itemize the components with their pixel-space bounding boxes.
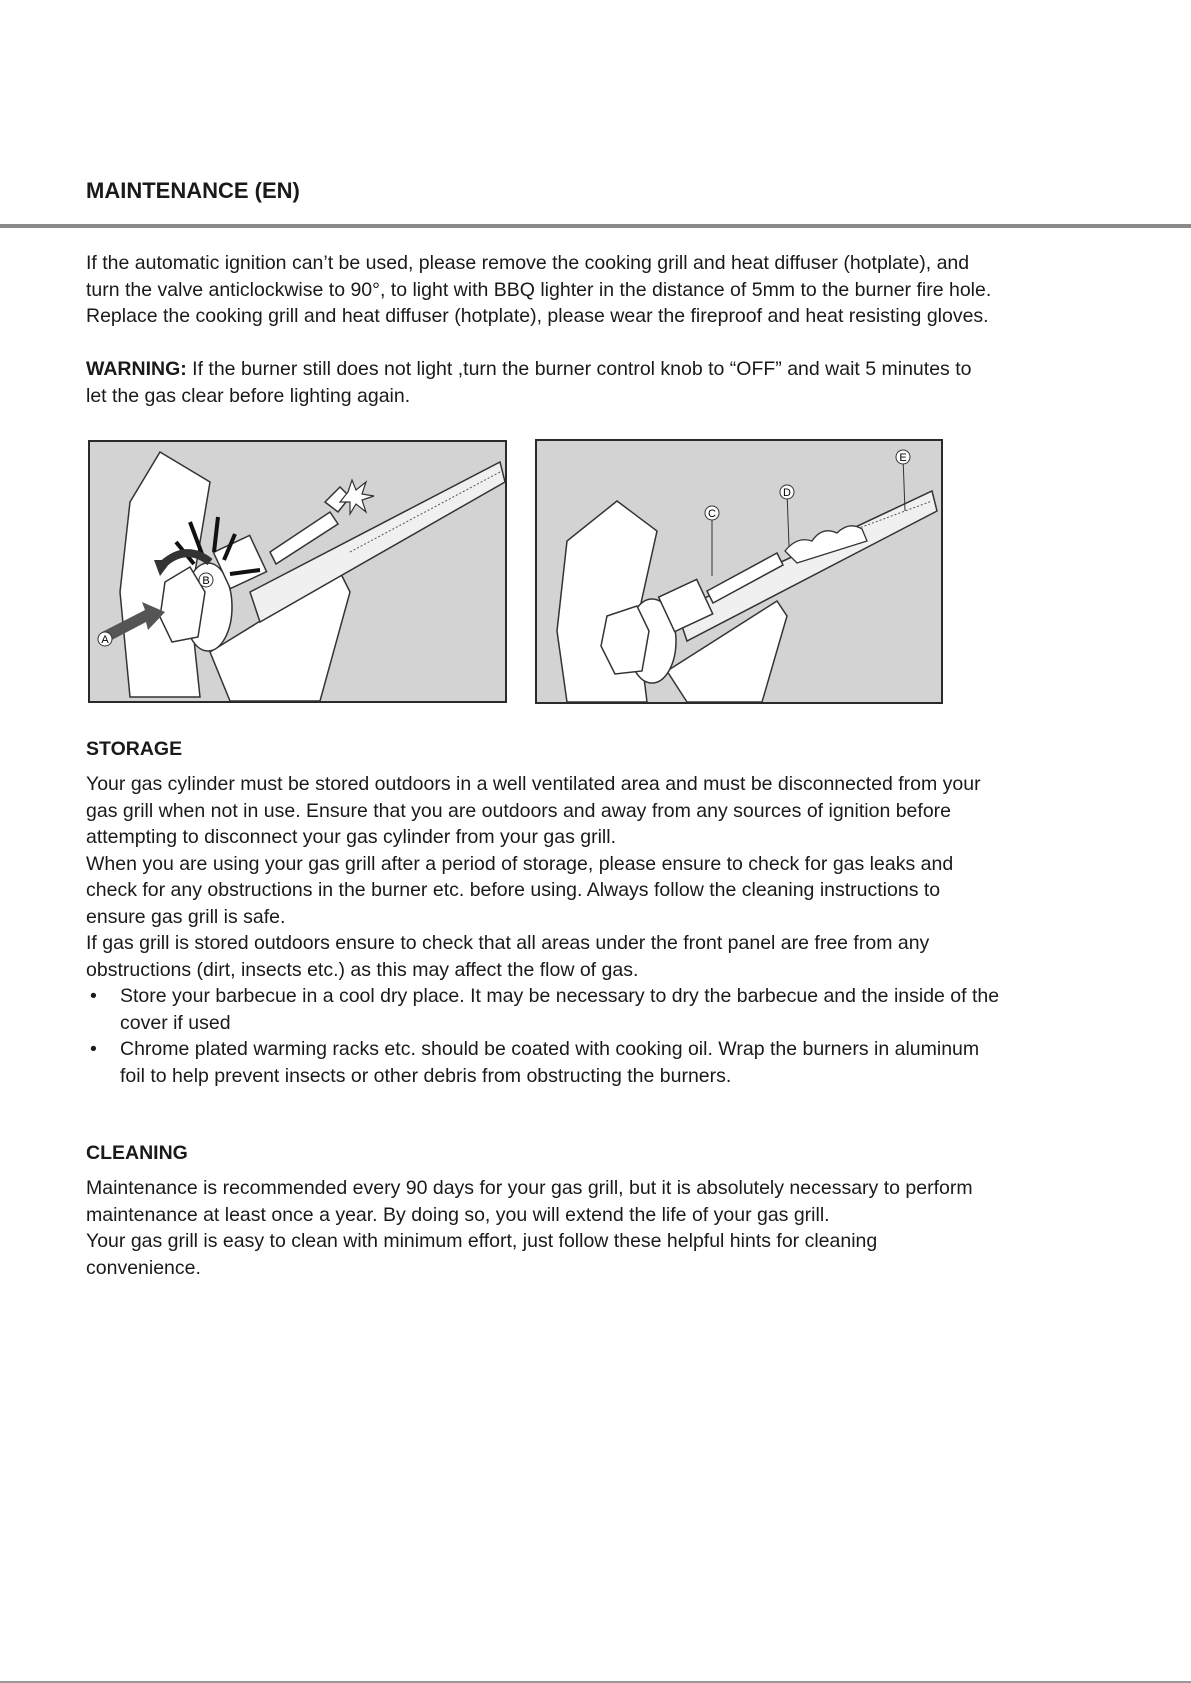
figure-manual-lighting xyxy=(88,440,507,703)
callout-label: E xyxy=(899,452,907,464)
paragraph-line: Your gas grill is easy to clean with minimum effort, just follow these helpful hints for cleaning xyxy=(86,1230,878,1252)
paragraph-line: obstructions (dirt, insects etc.) as this may affect the flow of gas. xyxy=(86,958,639,981)
page-title: MAINTENANCE (EN) xyxy=(86,178,300,203)
warning-note xyxy=(86,356,1126,409)
callout-label: D xyxy=(783,487,791,499)
figure-burner-parts xyxy=(535,439,943,704)
paragraph-line: Replace the cooking grill and heat diffuser (hotplate), please wear the fireproof and heat resisting gloves. xyxy=(86,305,989,327)
storage-bullet-list xyxy=(86,983,1126,1089)
paragraph-line: Maintenance is recommended every 90 days for your gas grill, but it is absolutely necessary to perform xyxy=(86,1177,973,1199)
warning-text: If the burner still does not light ,turn the burner control knob to “OFF” and wait 5 minutes to xyxy=(186,358,972,380)
paragraph-line: When you are using your gas grill after a period of storage, please ensure to check for gas leaks and xyxy=(86,852,954,875)
paragraph-line: check for any obstructions in the burner etc. before using. Always follow the cleaning instructions to xyxy=(86,879,941,901)
callout-label: C xyxy=(708,508,716,520)
list-item: • Store your barbecue in a cool dry place. It may be necessary to dry the barbecue and the inside of the cover if used xyxy=(86,983,1126,1036)
cleaning-body xyxy=(86,1175,1126,1281)
paragraph-line: convenience. xyxy=(86,1256,201,1279)
paragraph-line: attempting to disconnect your gas cylinder from your gas grill. xyxy=(86,826,616,848)
paragraph-line: turn the valve anticlockwise to 90°, to light with BBQ lighter in the distance of 5mm to the burner fire hole. xyxy=(86,278,992,301)
figure-burner-parts-drawing xyxy=(537,441,941,702)
list-item: • Chrome plated warming racks etc. should be coated with cooking oil. Wrap the burners in aluminum foil to help prevent insects or other debris from obstructing the burners. xyxy=(86,1036,1126,1089)
figure-manual-lighting-drawing xyxy=(90,442,505,701)
callout-label: B xyxy=(202,575,210,587)
storage-heading: STORAGE xyxy=(86,738,183,760)
warning-label: WARNING: xyxy=(86,358,187,380)
paragraph-line: maintenance at least once a year. By doing so, you will extend the life of your gas grill. xyxy=(86,1203,830,1226)
storage-body xyxy=(86,771,1126,1089)
cleaning-heading: CLEANING xyxy=(86,1142,188,1164)
header-divider xyxy=(0,224,1191,228)
warning-text-continued: let the gas clear before lighting again. xyxy=(86,384,411,407)
callout-label: A xyxy=(101,634,109,646)
paragraph-line: If the automatic ignition can’t be used, please remove the cooking grill and heat diffuser (hotplate), and xyxy=(86,252,970,274)
ignition-instructions xyxy=(86,250,1126,330)
paragraph-line: If gas grill is stored outdoors ensure to check that all areas under the front panel are free from any xyxy=(86,932,930,954)
paragraph-line: ensure gas grill is safe. xyxy=(86,905,286,928)
paragraph-line: Your gas cylinder must be stored outdoors in a well ventilated area and must be disconnected from your xyxy=(86,773,981,795)
paragraph-line: gas grill when not in use. Ensure that you are outdoors and away from any sources of ignition before xyxy=(86,799,951,822)
